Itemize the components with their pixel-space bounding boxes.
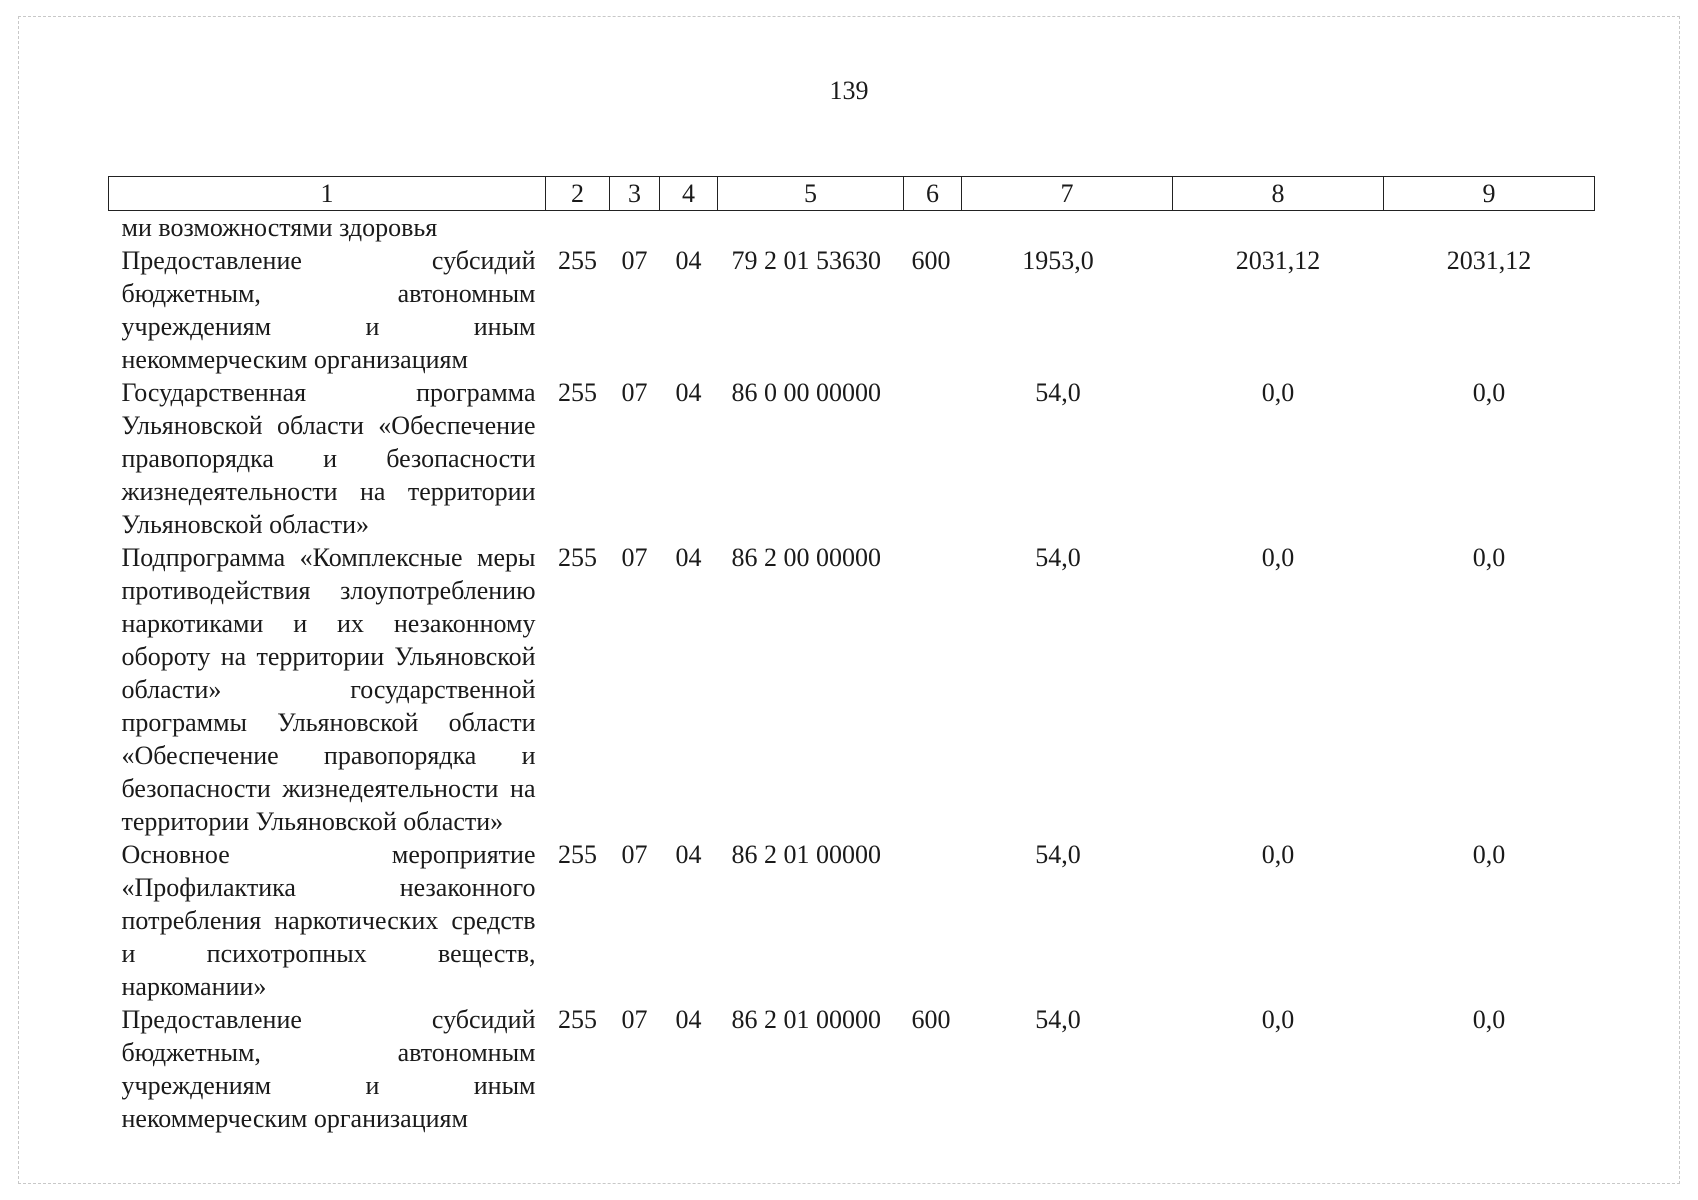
row-ved: 255 — [558, 840, 597, 869]
row-rz: 07 — [621, 840, 648, 869]
row-sum-9: 2031,12 — [1446, 246, 1532, 275]
row-csr: 86 0 00 00000 — [731, 378, 881, 407]
row-rz: 07 — [621, 246, 648, 275]
row-name: Предоставление субсидий бюджетным, автономным учреждениям и иным некоммерческим организациям — [121, 1005, 536, 1133]
row-csr: 79 2 01 53630 — [731, 246, 881, 275]
row-csr: 86 2 00 00000 — [731, 543, 881, 572]
row-pr: 04 — [675, 543, 702, 572]
row-csr: 86 2 01 00000 — [731, 840, 881, 869]
row-vr: 600 — [911, 1005, 951, 1034]
row-sum-8: 0,0 — [1261, 378, 1295, 407]
row-sum-9: 0,0 — [1472, 378, 1506, 407]
row-name: Подпрограмма «Комплексные меры противодействия злоупотреблению наркотиками и их незаконному обороту на территории Ульяновской области» государственной программы Ульяновской области «Обеспечение правопорядка и безопасности жизнедеятельности на территории Ульяновской области» — [121, 543, 536, 836]
row-ved: 255 — [558, 378, 597, 407]
table-row — [109, 376, 1595, 541]
row-pr: 04 — [675, 1005, 702, 1034]
row-sum-7: 1953,0 — [1022, 246, 1094, 275]
row-sum-8: 2031,12 — [1235, 246, 1321, 275]
column-header-7: 7 — [962, 177, 1173, 211]
row-rz: 07 — [621, 378, 648, 407]
column-header-1: 1 — [109, 177, 546, 211]
table-row — [109, 541, 1595, 838]
column-header-8: 8 — [1173, 177, 1384, 211]
row-vr — [904, 838, 962, 1003]
row-vr — [904, 541, 962, 838]
row-sum-7: 54,0 — [1035, 543, 1081, 572]
header-row — [109, 177, 1595, 211]
row-vr — [904, 376, 962, 541]
row-sum-7: 54,0 — [1035, 378, 1081, 407]
column-header-3: 3 — [610, 177, 660, 211]
row-sum-8: 0,0 — [1261, 1005, 1295, 1034]
table-row-continuation — [109, 211, 1595, 245]
row-csr: 86 2 01 00000 — [731, 1005, 881, 1034]
row-pr: 04 — [675, 840, 702, 869]
row-vr: 600 — [911, 246, 951, 275]
row-name: Предоставление субсидий бюджетным, автономным учреждениям и иным некоммерческим организациям — [121, 246, 536, 374]
column-header-4: 4 — [660, 177, 718, 211]
table-header — [109, 177, 1595, 211]
row-pr: 04 — [675, 246, 702, 275]
table-row — [109, 838, 1595, 1003]
row-sum-7: 54,0 — [1035, 1005, 1081, 1034]
row-sum-9: 0,0 — [1472, 1005, 1506, 1034]
column-header-6: 6 — [904, 177, 962, 211]
table-row — [109, 244, 1595, 376]
continuation-text: ми возможностями здоровья — [121, 213, 438, 242]
row-rz: 07 — [621, 543, 648, 572]
row-sum-9: 0,0 — [1472, 543, 1506, 572]
row-sum-7: 54,0 — [1035, 840, 1081, 869]
column-header-2: 2 — [546, 177, 610, 211]
row-ved: 255 — [558, 246, 597, 275]
budget-table — [108, 176, 1595, 1135]
row-name: Основное мероприятие «Профилактика незаконного потребления наркотических средств и психотропных веществ, наркомании» — [121, 840, 536, 1001]
row-ved: 255 — [558, 1005, 597, 1034]
row-rz: 07 — [621, 1005, 648, 1034]
row-sum-8: 0,0 — [1261, 543, 1295, 572]
table-row — [109, 1003, 1595, 1135]
page-number: 139 — [829, 76, 869, 105]
row-name: Государственная программа Ульяновской области «Обеспечение правопорядка и безопасности жизнедеятельности на территории Ульяновской области» — [121, 378, 536, 539]
column-header-5: 5 — [718, 177, 904, 211]
row-sum-9: 0,0 — [1472, 840, 1506, 869]
row-ved: 255 — [558, 543, 597, 572]
column-header-9: 9 — [1384, 177, 1595, 211]
row-sum-8: 0,0 — [1261, 840, 1295, 869]
row-pr: 04 — [675, 378, 702, 407]
table-body — [109, 211, 1595, 1136]
